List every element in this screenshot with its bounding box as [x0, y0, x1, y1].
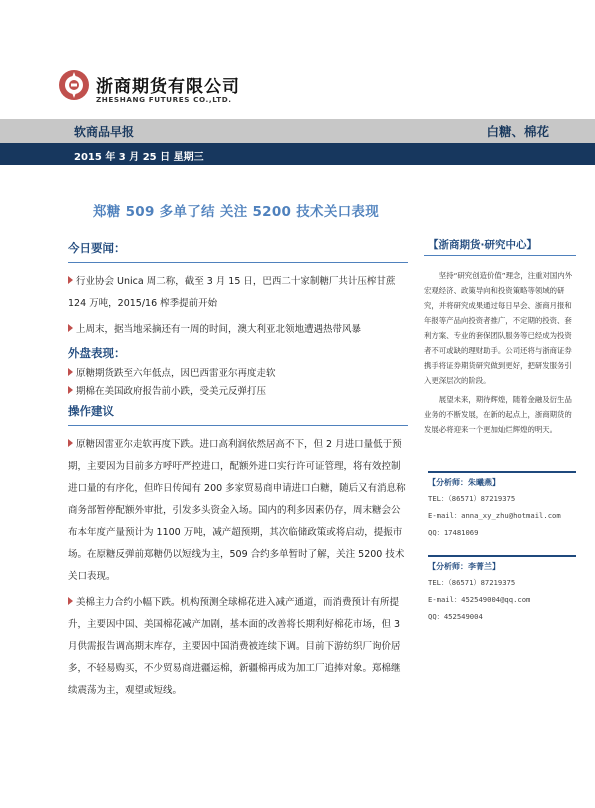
list-item: 期棉在美国政府报告前小跌，受美元反弹打压: [68, 385, 408, 399]
company-name-en: ZHESHANG FUTURES CO.,LTD.: [96, 95, 232, 104]
divider: [68, 262, 408, 263]
arrow-bullet-icon: [68, 386, 73, 394]
list-item: 行业协会 Unica 周二称，截至 3 月 15 日，巴西二十家制糖厂共计压榨甘蔗 124 万吨，2015/16 榨季提前开始: [68, 276, 396, 309]
sidebar: [424, 237, 576, 625]
divider: [68, 425, 408, 426]
sidebar-paragraph: 展望未来，期待辉煌，随着金融及衍生品业务的不断发展，在新的起点上，浙商期货的发展必将迎来一个更加灿烂辉煌的明天。: [424, 395, 572, 434]
arrow-bullet-icon: [68, 368, 73, 376]
list-item: 原糖因雷亚尔走软再度下跌。进口高利润依然居高不下，但 2 月进口量低于预期，主要因为目前多方呼吁严控进口，配额外进口实行许可证管理，将有效控制进口量的有序化，但昨日传闻有 200 多家贸易商申请进口白糖，随后又有消息称商务部暂停配额外审批，引发多头资金入场。国内的利多因素仍存，周末糖会公布本年度产量预计为 1100 万吨，减产超预期，其次临储政策或将启动，提振市场。在原糖反弹前郑糖仍以短线为主，509 合约多单暂时了解，关注 5200 技术关口表现。: [68, 439, 406, 582]
section-title-advice: 操作建议: [68, 404, 114, 418]
headline: 郑糖 509 多单了结 关注 5200 技术关口表现: [92, 204, 380, 220]
analyst-card: [428, 555, 576, 625]
analyst-qq: QQ：17481069: [428, 528, 479, 537]
commodities: 白糖、棉花: [486, 124, 549, 139]
arrow-bullet-icon: [68, 324, 73, 332]
analyst-email: E-mail：anna_xy_zhu@hotmail.com: [428, 511, 561, 520]
arrow-bullet-icon: [68, 597, 73, 605]
company-name-cn: 浙商期货有限公司: [96, 77, 240, 97]
analyst-card: [428, 471, 576, 541]
list-item: 原糖期货跌至六年低点，因巴西雷亚尔再度走软: [68, 367, 408, 381]
section-title-external: 外盘表现：: [68, 346, 126, 360]
analyst-name: 【分析师：李菁兰】: [428, 562, 500, 571]
report-type-band: [0, 119, 595, 143]
section-title-today: 今日要闻：: [68, 241, 126, 255]
sidebar-title: 【浙商期货·研究中心】: [424, 237, 576, 256]
analyst-name: 【分析师：朱曦燕】: [428, 478, 500, 487]
date-band: [0, 143, 595, 165]
arrow-bullet-icon: [68, 276, 73, 284]
main-content: [68, 240, 408, 706]
arrow-bullet-icon: [68, 439, 73, 447]
report-type: 软商品早报: [74, 125, 135, 139]
sidebar-paragraph: 坚持“研究创造价值”理念，注重对国内外宏观经济、政策导向和投资策略等领域的研究，并将研究成果通过每日早会、浙商月报和年报等产品向投资者推广，不定期的投资、套利方案、专业的套保团队服务等已经成为投资者不可或缺的理财助手。公司还将与浙商证券携手将证券期货研究做到更好，把研发服务引入更深层次的阶段。: [424, 271, 573, 385]
report-date: 2015 年 3 月 25 日 星期三: [74, 152, 204, 163]
company-logo-icon: [58, 68, 90, 102]
analyst-qq: QQ：452549004: [428, 612, 483, 621]
list-item: 美棉主力合约小幅下跌。机构预测全球棉花进入减产通道，而消费预计有所提升，主要因中国、美国棉花减产加剧，基本面的改善将长期利好棉花市场，但 3 月供需报告调高期末库存，主要因中国消费被连续下调。目前下游纺织厂询价居多，不轻易购买，不少贸易商进疆运棉，新疆棉再成为加工厂追捧对象。郑棉继续震荡为主，观望或短线。: [68, 597, 401, 696]
list-item: 上周末，据当地采摘还有一周的时间，澳大利亚北领地遭遇热带风暴: [68, 319, 408, 341]
analyst-tel: TEL：（86571）87219375: [428, 578, 516, 587]
analyst-tel: TEL：（86571）87219375: [428, 494, 516, 503]
analyst-email: E-mail：452549004@qq.com: [428, 595, 531, 604]
